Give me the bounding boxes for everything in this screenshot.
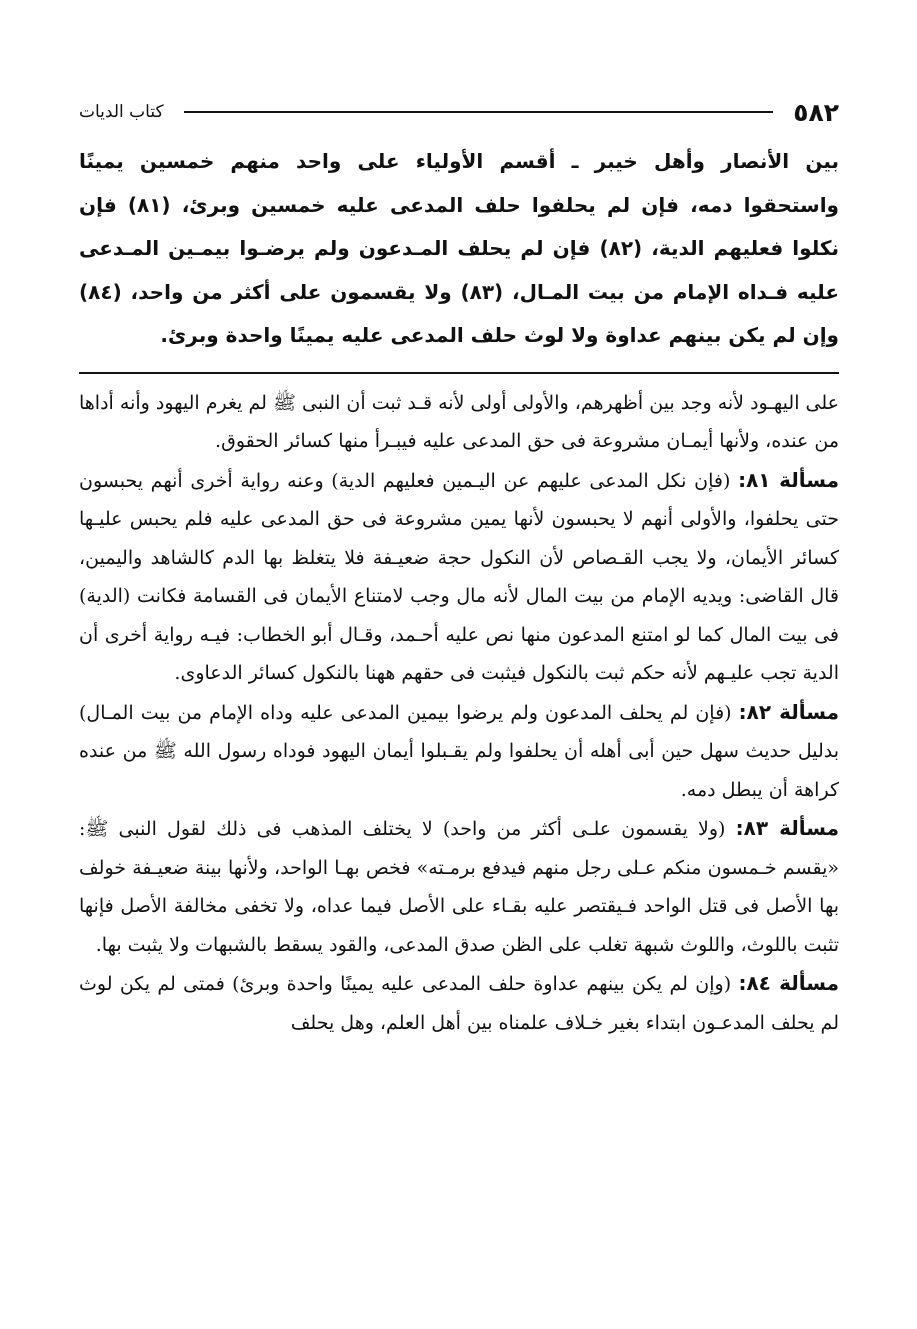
issue-label: مسألة ٨٢: <box>738 699 839 724</box>
issue-text: (وإن لم يكن بينهم عداوة حلف المدعى عليه يمينًا واحدة وبرئ) فمتى لم يكن لوث لم يحلف المدعـون ابتداء بغير خـلاف علمناه بين أهل العلم، وهل يحلف <box>79 973 839 1034</box>
issue-text: (فإن لم يحلف المدعون ولم يرضوا بيمين المدعى عليه وداه الإمام من بيت المـال) بدليل حديث سهل حين أبى أهله أن يحلفوا ولم يقـبلوا أيمان اليهود فوداه رسول الله ﷺ من عنده كراهة أن يبطل دمه. <box>79 701 839 801</box>
section-divider <box>79 372 839 374</box>
issue-83 <box>79 809 839 964</box>
page-number: ٥٨٢ <box>793 97 839 127</box>
page-header <box>79 92 839 132</box>
issue-label: مسألة ٨١: <box>738 467 839 492</box>
commentary-intro: على اليهـود لأنه وجد بين أظهرهم، والأولى أولى لأنه قـد ثبت أن النبى ﷺ لم يغرم اليهود وأنه أداها من عنده، ولأنها أيمـان مشروعة فى حق المدعى عليه فيبـرأ منها كسائر الحقوق. <box>79 391 839 452</box>
issue-text: (فإن نكل المدعى عليهم عن اليـمين فعليهم الدية) وعنه رواية أخرى أنهم يحبسون حتى يحلفوا، والأولى أنهم لا يحبسون لأنها يمين مشروعة فى حق المدعى عليه فلم يحبس عليـها كسائر الأيمان، ولا يجب القـصاص لأن النكول حجة ضعيـفة فلا يتغلظ بها الدم كالشاهد واليمين، قال القاضى: ويديه الإمام من بيت المال لأنه مال وجب لامتناع الأيمان فى القسامة فكانت (الدية) فى بيت المال كما لو امتنع المدعون منها نص عليه أحـمد، وقـال أبو الخطاب: فيـه رواية أخرى أن الدية تجب عليـهم لأنه حكم ثبت بالنكول فيثبت فى حقهم ههنا بالنكول كسائر الدعاوى. <box>79 469 839 684</box>
book-page <box>79 92 839 1042</box>
issue-label: مسألة ٨٣: <box>735 816 839 840</box>
issue-text: (ولا يقسمون علـى أكثر من واحد) لا يختلف المذهب فى ذلك لقول النبى ﷺ: «يقسم خـمسون منكم عـلى رجل منهم فيدفع برمـته» فخص بهـا الواحد، ولأنها بينة ضعيـفة خولف بها الأصل فى قتل الواحد فـيقتصر عليه بقـاء على الأصل فيما عداه، ولا تخفى مخالفة الأصل فإنها تثبت باللوث، واللوث شبهة تغلب على الظن صدق المدعى، والقود يسقط بالشبهات ولا يثبت بها. <box>79 818 839 956</box>
issue-label: مسألة ٨٤: <box>738 971 839 995</box>
header-rule <box>184 111 774 113</box>
issue-82 <box>79 693 839 810</box>
issue-81 <box>79 461 839 693</box>
running-head: كتاب الديات <box>79 102 164 122</box>
issue-84 <box>79 964 839 1042</box>
matn-text: بين الأنصار وأهل خيبر ـ أقسم الأولياء على واحد منهم خمسين يمينًا واستحقوا دمه، فإن لم يحلفوا حلف المدعى عليه خمسين وبرئ، (٨١) فإن نكلوا فعليهم الدية، (٨٢) فإن لم يحلف المـدعون ولم يرضـوا بيمـين المـدعى عليه فـداه الإمام من بيت المـال، (٨٣) ولا يقسمون على أكثر من واحد، (٨٤) وإن لم يكن بينهم عداوة ولا لوث حلف المدعى عليه يمينًا واحدة وبرئ. <box>79 149 839 347</box>
commentary <box>79 384 839 1043</box>
